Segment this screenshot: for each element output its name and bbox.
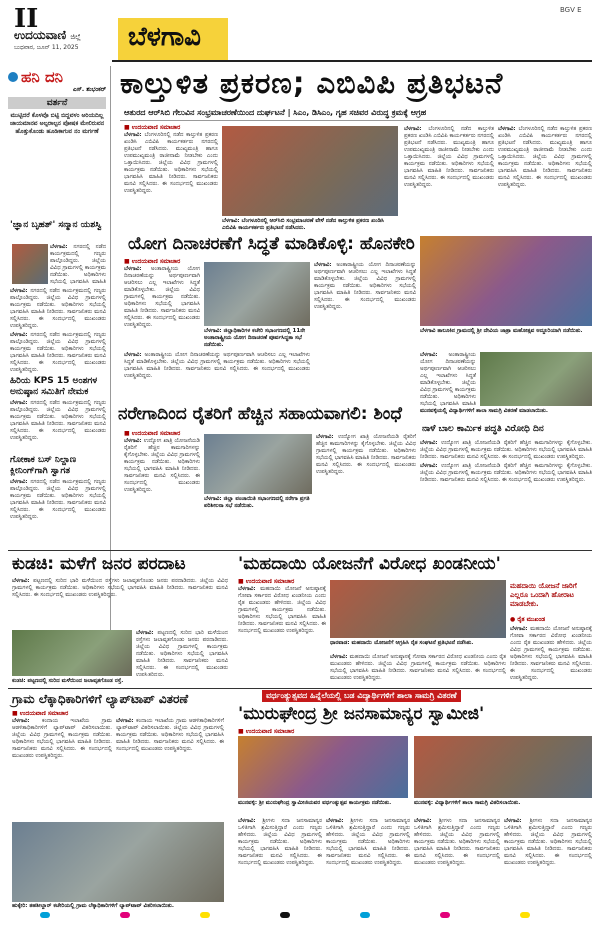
cyan-mark-2 xyxy=(360,912,370,918)
nrega-body-col2: ಬೆಳಗಾವಿ: ಉದ್ಯೋಗ ಖಾತ್ರಿ ಯೋಜನೆಯಡಿ ರೈತರಿಗೆ ಹೆಚ್ಚಿನ ಕಾಮಗಾರಿಗಳನ್ನು ಕೈಗೊಳ್ಳಬೇಕು. ಜಿಲ್ಲೆಯ ವಿವಿಧ ಗ್ರಾಮಗಳಲ್ಲಿ ಕಾರ್ಯಕ್ರಮ ನಡೆಯಿತು. ಅಧಿಕಾರಿಗಳು ಸಭೆಯಲ್ಲಿ ಭಾಗವಹಿಸಿ ಮಾಹಿತಿ ನೀಡಿದರು. ಸಾರ್ವಜನಿಕರು ಮನವಿ ಸಲ್ಲಿಸಿದರು. ಈ ಸಂದರ್ಭದಲ್ಲಿ ಮುಖಂಡರು ಉಪಸ್ಥಿತರಿದ್ದರು. xyxy=(316,434,416,538)
mahadayi-headline: 'ಮಹದಾಯಿ ಯೋಜನೆಗೆ ವಿರೋಧ ಖಂಡನೀಯ' xyxy=(238,554,501,574)
sidebar-headline-1: 'ಜ್ಞಾನ ಬೃಹತ್' ಸನ್ಮಾನ ಯಶಸ್ವಿ xyxy=(10,220,102,230)
issue-date: ಬುಧವಾರ, ಜೂನ್ 11, 2025 xyxy=(14,44,79,51)
section-rule xyxy=(8,550,592,551)
edition-code: BGV E xyxy=(560,6,582,14)
swamiji-photo-1 xyxy=(238,736,408,798)
registration-marks xyxy=(0,912,600,922)
paper-title: ಉದಯವಾಣಿ xyxy=(14,28,67,42)
laptop-body-col1: ಬೆಳಗಾವಿ: ಕಂದಾಯ ಇಲಾಖೆಯ ಗ್ರಾಮ ಆಡಳಿತಾಧಿಕಾರಿಗಳಿಗೆ ಲ್ಯಾಪ್‌ಟಾಪ್ ವಿತರಿಸಲಾಯಿತು. ಜಿಲ್ಲೆಯ ವಿವಿಧ ಗ್ರಾಮಗಳಲ್ಲಿ ಕಾರ್ಯಕ್ರಮ ನಡೆಯಿತು. ಅಧಿಕಾರಿಗಳು ಸಭೆಯಲ್ಲಿ ಭಾಗವಹಿಸಿ ಮಾಹಿತಿ ನೀಡಿದರು. ಸಾರ್ವಜನಿಕರು ಮನವಿ ಸಲ್ಲಿಸಿದರು. ಈ ಸಂದರ್ಭದಲ್ಲಿ ಮುಖಂಡರು ಉಪಸ್ಥಿತರಿದ್ದರು. xyxy=(12,718,112,818)
swamiji-headline: 'ಮುರುಘೇಂದ್ರ ಶ್ರೀ ಜನಸಾಮಾನ್ಯರ ಸ್ವಾಮೀಜಿ' xyxy=(238,704,485,724)
lead-rule xyxy=(120,120,590,121)
mahadayi-quote-author: ● ರೈತ ಮುಖಂಡ xyxy=(510,616,546,623)
column-poem: ಮುಟ್ಟಿದರೆ ಕೊಳವೊ ಬಿಟ್ಟಿ ಬಿದ್ದವಳಂ ಅರಿಯದಿಲ್ಲ ಜಾಯಮಾನವ ಅಲ್ಪರಾಲ್ಪನ ಪೋಷಕ ಮೇಲಿರುವನ ಹೊತ್ತುಕೊಂಡು ಹೂಡಿಕಾಗುವ ನಂ ಮರ್ಗಣೆ xyxy=(9,112,105,135)
mahadayi-body-col1: ಬೆಳಗಾವಿ: ಮಹದಾಯಿ ಯೋಜನೆ ಅನುಷ್ಠಾನಕ್ಕೆ ಗೋವಾ ಸರ್ಕಾರದ ವಿರೋಧ ಖಂಡನೀಯ ಎಂದು ರೈತ ಮುಖಂಡರು ಹೇಳಿದರು. ಜಿಲ್ಲೆಯ ವಿವಿಧ ಗ್ರಾಮಗಳಲ್ಲಿ ಕಾರ್ಯಕ್ರಮ ನಡೆಯಿತು. ಅಧಿಕಾರಿಗಳು ಸಭೆಯಲ್ಲಿ ಭಾಗವಹಿಸಿ ಮಾಹಿತಿ ನೀಡಿದರು. ಸಾರ್ವಜನಿಕರು ಮನವಿ ಸಲ್ಲಿಸಿದರು. ಈ ಸಂದರ್ಭದಲ್ಲಿ ಮುಖಂಡರು ಉಪಸ್ಥಿತರಿದ್ದರು. xyxy=(238,586,326,678)
column-author: ಎಸ್. ಶುಭಂಕರ್ xyxy=(72,86,106,93)
lead-headline: ಕಾಲ್ತುಳಿತ ಪ್ರಕರಣ; ಎಬಿವಿಪಿ ಪ್ರತಿಭಟನೆ xyxy=(120,66,504,100)
column-brand: ಹನಿ ದನಿ xyxy=(21,68,63,86)
lead-caption: ಬೆಳಗಾವಿ: ಬೆಂಗಳೂರಿನಲ್ಲಿ ಆರ್‌ಸಿಬಿ ಸಂಭ್ರಮಾಚರಣೆ ವೇಳೆ ನಡೆದ ಕಾಲ್ತುಳಿತ ಪ್ರಕರಣ ಖಂಡಿಸಿ ಎಬಿವಿಪಿ ಕಾರ್ಯಕರ್ತರು ಪ್ರತಿಭಟನೆ ನಡೆಸಿದರು. xyxy=(222,218,384,231)
magenta-mark-2 xyxy=(440,912,450,918)
laptop-body-col2: ಬೆಳಗಾವಿ: ಕಂದಾಯ ಇಲಾಖೆಯ ಗ್ರಾಮ ಆಡಳಿತಾಧಿಕಾರಿಗಳಿಗೆ ಲ್ಯಾಪ್‌ಟಾಪ್ ವಿತರಿಸಲಾಯಿತು. ಜಿಲ್ಲೆಯ ವಿವಿಧ ಗ್ರಾಮಗಳಲ್ಲಿ ಕಾರ್ಯಕ್ರಮ ನಡೆಯಿತು. ಅಧಿಕಾರಿಗಳು ಸಭೆಯಲ್ಲಿ ಭಾಗವಹಿಸಿ ಮಾಹಿತಿ ನೀಡಿದರು. ಸಾರ್ವಜನಿಕರು ಮನವಿ ಸಲ್ಲಿಸಿದರು. ಈ ಸಂದರ್ಭದಲ್ಲಿ ಮುಖಂಡರು ಉಪಸ್ಥಿತರಿದ್ದರು. xyxy=(116,718,224,818)
mahadayi-body-col3: ಬೆಳಗಾವಿ: ಮಹದಾಯಿ ಯೋಜನೆ ಅನುಷ್ಠಾನಕ್ಕೆ ಗೋವಾ ಸರ್ಕಾರದ ವಿರೋಧ ಖಂಡನೀಯ ಎಂದು ರೈತ ಮುಖಂಡರು ಹೇಳಿದರು. ಜಿಲ್ಲೆಯ ವಿವಿಧ ಗ್ರಾಮಗಳಲ್ಲಿ ಕಾರ್ಯಕ್ರಮ ನಡೆಯಿತು. ಅಧಿಕಾರಿಗಳು ಸಭೆಯಲ್ಲಿ ಭಾಗವಹಿಸಿ ಮಾಹಿತಿ ನೀಡಿದರು. ಸಾರ್ವಜನಿಕರು ಮನವಿ ಸಲ್ಲಿಸಿದರು. ಈ ಸಂದರ್ಭದಲ್ಲಿ ಮುಖಂಡರು ಉಪಸ್ಥಿತರಿದ್ದರು. xyxy=(510,626,592,684)
yoga-caption: ಬೆಳಗಾವಿ: ಜಿಲ್ಲಾಧಿಕಾರಿಗಳ ಕಚೇರಿ ಸಭಾಂಗಣದಲ್ಲಿ 11ನೇ ಅಂತಾರಾಷ್ಟ್ರೀಯ ಯೋಗ ದಿನಾಚರಣೆ ಪೂರ್ವಸಿದ್ಧತಾ ಸಭೆ ನಡೆಯಿತು. xyxy=(204,328,306,348)
mahadayi-body-col2: ಬೆಳಗಾವಿ: ಮಹದಾಯಿ ಯೋಜನೆ ಅನುಷ್ಠಾನಕ್ಕೆ ಗೋವಾ ಸರ್ಕಾರದ ವಿರೋಧ ಖಂಡನೀಯ ಎಂದು ರೈತ ಮುಖಂಡರು ಹೇಳಿದರು. ಜಿಲ್ಲೆಯ ವಿವಿಧ ಗ್ರಾಮಗಳಲ್ಲಿ ಕಾರ್ಯಕ್ರಮ ನಡೆಯಿತು. ಅಧಿಕಾರಿಗಳು ಸಭೆಯಲ್ಲಿ ಭಾಗವಹಿಸಿ ಮಾಹಿತಿ ನೀಡಿದರು. ಸಾರ್ವಜನಿಕರು ಮನವಿ ಸಲ್ಲಿಸಿದರು. ಈ ಸಂದರ್ಭದಲ್ಲಿ ಮುಖಂಡರು ಉಪಸ್ಥಿತರಿದ್ದರು. xyxy=(330,654,506,684)
yoga-headline: ಯೋಗ ದಿನಾಚರಣೆಗೆ ಸಿದ್ಧತೆ ಮಾಡಿಕೊಳ್ಳಿ: ಹೊನಕೇರಿ xyxy=(128,234,415,254)
lead-body-col1: ಬೆಳಗಾವಿ: ಬೆಂಗಳೂರಿನಲ್ಲಿ ನಡೆದ ಕಾಲ್ತುಳಿತ ಪ್ರಕರಣ ಖಂಡಿಸಿ ಎಬಿವಿಪಿ ಕಾರ್ಯಕರ್ತರು ನಗರದಲ್ಲಿ ಪ್ರತಿಭಟನೆ ನಡೆಸಿದರು. ಮುಖ್ಯಮಂತ್ರಿ ಹಾಗೂ ಉಪಮುಖ್ಯಮಂತ್ರಿ ರಾಜೀನಾಮೆ ನೀಡಬೇಕು ಎಂದು ಒತ್ತಾಯಿಸಿದರು. ಜಿಲ್ಲೆಯ ವಿವಿಧ ಗ್ರಾಮಗಳಲ್ಲಿ ಕಾರ್ಯಕ್ರಮ ನಡೆಯಿತು. ಅಧಿಕಾರಿಗಳು ಸಭೆಯಲ್ಲಿ ಭಾಗವಹಿಸಿ ಮಾಹಿತಿ ನೀಡಿದರು. ಸಾರ್ವಜನಿಕರು ಮನವಿ ಸಲ್ಲಿಸಿದರು. ಈ ಸಂದರ್ಭದಲ್ಲಿ ಮುಖಂಡರು ಉಪಸ್ಥಿತರಿದ್ದರು. xyxy=(124,132,218,218)
school-caption: ಮುನವಳ್ಳಿಯಲ್ಲಿ ವಿದ್ಯಾರ್ಥಿಗಳಿಗೆ ಶಾಲಾ ಸಾಮಗ್ರಿ ವಿತರಣೆ ಮಾಡಲಾಯಿತು. xyxy=(420,408,548,414)
nrega-headline: ನರೇಗಾದಿಂದ ರೈತರಿಗೆ ಹೆಚ್ಚಿನ ಸಹಾಯವಾಗಲಿ: ಶಿಂಧೆ xyxy=(118,404,402,424)
yoga-body-col3: ಬೆಳಗಾವಿ: ಅಂತಾರಾಷ್ಟ್ರೀಯ ಯೋಗ ದಿನಾಚರಣೆಯನ್ನು ಅರ್ಥಪೂರ್ಣವಾಗಿ ಆಚರಿಸಲು ಎಲ್ಲ ಇಲಾಖೆಗಳು ಸಿದ್ಧತೆ ಮಾಡಿಕೊಳ್ಳಬೇಕು. ಜಿಲ್ಲೆಯ ವಿವಿಧ ಗ್ರಾಮಗಳಲ್ಲಿ ಕಾರ್ಯಕ್ರಮ ನಡೆಯಿತು. ಅಧಿಕಾರಿಗಳು ಸಭೆಯಲ್ಲಿ ಭಾಗವಹಿಸಿ ಮಾಹಿತಿ ನೀಡಿದರು. ಸಾರ್ವಜನಿಕರು ಮನವಿ ಸಲ್ಲಿಸಿದರು. ಈ ಸಂದರ್ಭದಲ್ಲಿ ಮುಖಂಡರು ಉಪಸ್ಥಿತರಿದ್ದರು. xyxy=(124,352,310,396)
page-number: II xyxy=(14,4,39,34)
mahadayi-quote: ಮಹದಾಯಿ ಯೋಜನೆ ಜಾರಿಗೆ ಎಲ್ಲರೂ ಒಂದಾಗಿ ಹೋರಾಟ ಮಾಡಬೇಕು. xyxy=(510,582,577,608)
mahadayi-photo xyxy=(330,580,506,638)
swamiji-byline: ■ ಉದಯವಾಣಿ ಸಮಾಚಾರ xyxy=(238,728,295,735)
temple-photo xyxy=(420,236,592,326)
column-box xyxy=(8,68,106,216)
yellow-mark xyxy=(200,912,210,918)
nrega-caption: ಬೆಳಗಾವಿ: ಜಿಲ್ಲಾ ಪಂಚಾಯಿತಿ ಸಭಾಂಗಣದಲ್ಲಿ ನರೇಗಾ ಪ್ರಗತಿ ಪರಿಶೀಲನಾ ಸಭೆ ನಡೆಯಿತು. xyxy=(204,496,310,509)
black-mark xyxy=(280,912,290,918)
mahadayi-caption: ಧಾರವಾಡ: ಮಹದಾಯಿ ಯೋಜನೆಗೆ ಆಗ್ರಹಿಸಿ ರೈತ ಸಂಘಟನೆ ಪ್ರತಿಭಟನೆ ನಡೆಸಿತು. xyxy=(330,640,474,646)
sidebar-body-1a: ಬೆಳಗಾವಿ: ನಗರದಲ್ಲಿ ನಡೆದ ಕಾರ್ಯಕ್ರಮದಲ್ಲಿ ಗಣ್ಯರು ಪಾಲ್ಗೊಂಡಿದ್ದರು. ಜಿಲ್ಲೆಯ ವಿವಿಧ ಗ್ರಾಮಗಳಲ್ಲಿ ಕಾರ್ಯಕ್ರಮ ನಡೆಯಿತು. ಅಧಿಕಾರಿಗಳು ಸಭೆಯಲ್ಲಿ ಭಾಗವಹಿಸಿ ಮಾಹಿತಿ ನೀಡಿದರು. ಸಾರ್ವಜನಿಕರು ಮನವಿ ಸಲ್ಲಿಸಿದರು. ಈ ಸಂದರ್ಭದಲ್ಲಿ ಮುಖಂಡರು ಉಪಸ್ಥಿತರಿದ್ದರು. xyxy=(50,244,106,284)
drop-icon xyxy=(8,72,18,82)
swamiji-body-col1: ಬೆಳಗಾವಿ: ಶ್ರೀಗಳು ಸದಾ ಜನಸಾಮಾನ್ಯರ ಒಳಿತಿಗಾಗಿ ಶ್ರಮಿಸುತ್ತಿದ್ದಾರೆ ಎಂದು ಗಣ್ಯರು ಹೇಳಿದರು. ಜಿಲ್ಲೆಯ ವಿವಿಧ ಗ್ರಾಮಗಳಲ್ಲಿ ಕಾರ್ಯಕ್ರಮ ನಡೆಯಿತು. ಅಧಿಕಾರಿಗಳು ಸಭೆಯಲ್ಲಿ ಭಾಗವಹಿಸಿ ಮಾಹಿತಿ ನೀಡಿದರು. ಸಾರ್ವಜನಿಕರು ಮನವಿ ಸಲ್ಲಿಸಿದರು. ಈ ಸಂದರ್ಭದಲ್ಲಿ ಮುಖಂಡರು ಉಪಸ್ಥಿತರಿದ್ದರು. xyxy=(238,818,322,910)
masthead-rule xyxy=(112,60,592,62)
lead-body-col2: ಬೆಳಗಾವಿ: ಬೆಂಗಳೂರಿನಲ್ಲಿ ನಡೆದ ಕಾಲ್ತುಳಿತ ಪ್ರಕರಣ ಖಂಡಿಸಿ ಎಬಿವಿಪಿ ಕಾರ್ಯಕರ್ತರು ನಗರದಲ್ಲಿ ಪ್ರತಿಭಟನೆ ನಡೆಸಿದರು. ಮುಖ್ಯಮಂತ್ರಿ ಹಾಗೂ ಉಪಮುಖ್ಯಮಂತ್ರಿ ರಾಜೀನಾಮೆ ನೀಡಬೇಕು ಎಂದು ಒತ್ತಾಯಿಸಿದರು. ಜಿಲ್ಲೆಯ ವಿವಿಧ ಗ್ರಾಮಗಳಲ್ಲಿ ಕಾರ್ಯಕ್ರಮ ನಡೆಯಿತು. ಅಧಿಕಾರಿಗಳು ಸಭೆಯಲ್ಲಿ ಭಾಗವಹಿಸಿ ಮಾಹಿತಿ ನೀಡಿದರು. ಸಾರ್ವಜನಿಕರು ಮನವಿ ಸಲ್ಲಿಸಿದರು. ಈ ಸಂದರ್ಭದಲ್ಲಿ ಮುಖಂಡರು ಉಪಸ್ಥಿತರಿದ್ದರು. xyxy=(404,126,494,226)
cyan-mark xyxy=(40,912,50,918)
kudachi-headline: ಕುಡಚಿ: ಮಳೆಗೆ ಜನರ ಪರದಾಟ xyxy=(12,554,186,574)
laptop-photo xyxy=(12,822,224,902)
swamiji-banner: ವರ್ಧಂತ್ಯುತ್ಸವದ ಹಿನ್ನೆಲೆಯಲ್ಲಿ ಬಡ ವಿದ್ಯಾರ್ಥಿಗಳಿಗೆ ಶಾಲಾ ಸಾಮಗ್ರಿ ವಿತರಣೆ xyxy=(262,690,461,702)
paper-tag: ಜಿಲ್ಲೆ xyxy=(70,33,81,41)
sidebar-body-2: ಬೆಳಗಾವಿ: ನಗರದಲ್ಲಿ ನಡೆದ ಕಾರ್ಯಕ್ರಮದಲ್ಲಿ ಗಣ್ಯರು ಪಾಲ್ಗೊಂಡಿದ್ದರು. ಜಿಲ್ಲೆಯ ವಿವಿಧ ಗ್ರಾಮಗಳಲ್ಲಿ ಕಾರ್ಯಕ್ರಮ ನಡೆಯಿತು. ಅಧಿಕಾರಿಗಳು ಸಭೆಯಲ್ಲಿ ಭಾಗವಹಿಸಿ ಮಾಹಿತಿ ನೀಡಿದರು. ಸಾರ್ವಜನಿಕರು ಮನವಿ ಸಲ್ಲಿಸಿದರು. ಈ ಸಂದರ್ಭದಲ್ಲಿ ಮುಖಂಡರು ಉಪಸ್ಥಿತರಿದ್ದರು. xyxy=(10,400,106,452)
laptop-headline: ಗ್ರಾಮ ಲೆಕ್ಕಾಧಿಕಾರಿಗಳಿಗೆ ಲ್ಯಾಪ್‌ಟಾಪ್ ವಿತರಣೆ xyxy=(12,692,189,706)
paper-name xyxy=(14,28,81,43)
kudachi-body-2: ಬೆಳಗಾವಿ: ಪಟ್ಟಣದಲ್ಲಿ ಸುರಿದ ಭಾರಿ ಮಳೆಯಿಂದ ರಸ್ತೆಗಳು ಜಲಾವೃತಗೊಂಡು ಜನರು ಪರದಾಡಿದರು. ಜಿಲ್ಲೆಯ ವಿವಿಧ ಗ್ರಾಮಗಳಲ್ಲಿ ಕಾರ್ಯಕ್ರಮ ನಡೆಯಿತು. ಅಧಿಕಾರಿಗಳು ಸಭೆಯಲ್ಲಿ ಭಾಗವಹಿಸಿ ಮಾಹಿತಿ ನೀಡಿದರು. ಸಾರ್ವಜನಿಕರು ಮನವಿ ಸಲ್ಲಿಸಿದರು. ಈ ಸಂದರ್ಭದಲ್ಲಿ ಮುಖಂಡರು ಉಪಸ್ಥಿತರಿದ್ದರು. xyxy=(136,630,228,676)
yoga-body-col2: ಬೆಳಗಾವಿ: ಅಂತಾರಾಷ್ಟ್ರೀಯ ಯೋಗ ದಿನಾಚರಣೆಯನ್ನು ಅರ್ಥಪೂರ್ಣವಾಗಿ ಆಚರಿಸಲು ಎಲ್ಲ ಇಲಾಖೆಗಳು ಸಿದ್ಧತೆ ಮಾಡಿಕೊಳ್ಳಬೇಕು. ಜಿಲ್ಲೆಯ ವಿವಿಧ ಗ್ರಾಮಗಳಲ್ಲಿ ಕಾರ್ಯಕ್ರಮ ನಡೆಯಿತು. ಅಧಿಕಾರಿಗಳು ಸಭೆಯಲ್ಲಿ ಭಾಗವಹಿಸಿ ಮಾಹಿತಿ ನೀಡಿದರು. ಸಾರ್ವಜನಿಕರು ಮನವಿ ಸಲ್ಲಿಸಿದರು. ಈ ಸಂದರ್ಭದಲ್ಲಿ ಮುಖಂಡರು ಉಪಸ್ಥಿತರಿದ್ದರು. xyxy=(314,262,416,396)
city-name: ಬೆಳಗಾವಿ xyxy=(128,22,201,52)
temple-caption: ಬೆಳಗಾವಿ ತಾಲೂಕಿನ ಗ್ರಾಮದಲ್ಲಿ ಶ್ರೀ ದೇವಿಯ ಜಾತ್ರಾ ಮಹೋತ್ಸವ ಅದ್ದೂರಿಯಾಗಿ ನಡೆಯಿತು. xyxy=(420,328,583,334)
swamiji-photo-2 xyxy=(414,736,592,798)
mahadayi-byline: ■ ಉದಯವಾಣಿ ಸಮಾಚಾರ xyxy=(238,578,295,585)
sidebar-body-1b: ಬೆಳಗಾವಿ: ನಗರದಲ್ಲಿ ನಡೆದ ಕಾರ್ಯಕ್ರಮದಲ್ಲಿ ಗಣ್ಯರು ಪಾಲ್ಗೊಂಡಿದ್ದರು. ಜಿಲ್ಲೆಯ ವಿವಿಧ ಗ್ರಾಮಗಳಲ್ಲಿ ಕಾರ್ಯಕ್ರಮ ನಡೆಯಿತು. ಅಧಿಕಾರಿಗಳು ಸಭೆಯಲ್ಲಿ ಭಾಗವಹಿಸಿ ಮಾಹಿತಿ ನೀಡಿದರು. ಸಾರ್ವಜನಿಕರು ಮನವಿ ಸಲ್ಲಿಸಿದರು. ಈ ಸಂದರ್ಭದಲ್ಲಿ ಮುಖಂಡರು ಉಪಸ್ಥಿತರಿದ್ದರು. ಬೆಳಗಾವಿ: ನಗರದಲ್ಲಿ ನಡೆದ ಕಾರ್ಯಕ್ರಮದಲ್ಲಿ ಗಣ್ಯರು ಪಾಲ್ಗೊಂಡಿದ್ದರು. ಜಿಲ್ಲೆಯ ವಿವಿಧ ಗ್ರಾಮಗಳಲ್ಲಿ ಕಾರ್ಯಕ್ರಮ ನಡೆಯಿತು. ಅಧಿಕಾರಿಗಳು ಸಭೆಯಲ್ಲಿ ಭಾಗವಹಿಸಿ ಮಾಹಿತಿ ನೀಡಿದರು. ಸಾರ್ವಜನಿಕರು ಮನವಿ ಸಲ್ಲಿಸಿದರು. ಈ ಸಂದರ್ಭದಲ್ಲಿ ಮುಖಂಡರು ಉಪಸ್ಥಿತರಿದ್ದರು. xyxy=(10,288,106,374)
child-labour-body: ಬೆಳಗಾವಿ: ಉದ್ಯೋಗ ಖಾತ್ರಿ ಯೋಜನೆಯಡಿ ರೈತರಿಗೆ ಹೆಚ್ಚಿನ ಕಾಮಗಾರಿಗಳನ್ನು ಕೈಗೊಳ್ಳಬೇಕು. ಜಿಲ್ಲೆಯ ವಿವಿಧ ಗ್ರಾಮಗಳಲ್ಲಿ ಕಾರ್ಯಕ್ರಮ ನಡೆಯಿತು. ಅಧಿಕಾರಿಗಳು ಸಭೆಯಲ್ಲಿ ಭಾಗವಹಿಸಿ ಮಾಹಿತಿ ನೀಡಿದರು. ಸಾರ್ವಜನಿಕರು ಮನವಿ ಸಲ್ಲಿಸಿದರು. ಈ ಸಂದರ್ಭದಲ್ಲಿ ಮುಖಂಡರು ಉಪಸ್ಥಿತರಿದ್ದರು. ಬೆಳಗಾವಿ: ಉದ್ಯೋಗ ಖಾತ್ರಿ ಯೋಜನೆಯಡಿ ರೈತರಿಗೆ ಹೆಚ್ಚಿನ ಕಾಮಗಾರಿಗಳನ್ನು ಕೈಗೊಳ್ಳಬೇಕು. ಜಿಲ್ಲೆಯ ವಿವಿಧ ಗ್ರಾಮಗಳಲ್ಲಿ ಕಾರ್ಯಕ್ರಮ ನಡೆಯಿತು. ಅಧಿಕಾರಿಗಳು ಸಭೆಯಲ್ಲಿ ಭಾಗವಹಿಸಿ ಮಾಹಿತಿ ನೀಡಿದರು. ಸಾರ್ವಜನಿಕರು ಮನವಿ ಸಲ್ಲಿಸಿದರು. ಈ ಸಂದರ್ಭದಲ್ಲಿ ಮುಖಂಡರು ಉಪಸ್ಥಿತರಿದ್ದರು. xyxy=(420,440,592,540)
yoga-byline: ■ ಉದಯವಾಣಿ ಸಮಾಚಾರ xyxy=(124,258,181,265)
kudachi-photo xyxy=(12,630,132,676)
lead-subhead: ಆತುರದ ಆರ್‌ಸಿಬಿ ಗೆಲುವಿನ ಸಂಭ್ರಮಾಚರಣೆಯಿಂದ ದುರ್ಘಟನೆ | ಸಿಎಂ, ಡಿಸಿಎಂ, ಗೃಹ ಸಚಿವರ ವಿರುದ್ಧ ಕ್ರಮಕ್ಕೆ ಆಗ್ರಹ xyxy=(124,108,427,117)
sidebar-headline-3: ಗೋಕಾಕ ಬಸ್ ನಿಲ್ದಾಣ ಕ್ಲೀನಿಂಗ್‌ಗಾಗಿ ಸ್ವಾಗತ xyxy=(10,455,77,476)
laptop-caption: ಹುಕ್ಕೇರಿ: ತಹಶೀಲ್ದಾರ್ ಕಚೇರಿಯಲ್ಲಿ ಗ್ರಾಮ ಲೆಕ್ಕಾಧಿಕಾರಿಗಳಿಗೆ ಲ್ಯಾಪ್‌ಟಾಪ್ ವಿತರಿಸಲಾಯಿತು. xyxy=(12,903,174,909)
nrega-photo xyxy=(204,434,312,494)
child-labour-headline: ನಾಳೆ ಬಾಲ ಕಾರ್ಮಿಕ ಪದ್ಧತಿ ವಿರೋಧಿ ದಿನ xyxy=(422,424,544,434)
swamiji-caption-2: ಮುನವಳ್ಳಿ: ವಿದ್ಯಾರ್ಥಿಗಳಿಗೆ ಶಾಲಾ ಸಾಮಗ್ರಿ ವಿತರಿಸಲಾಯಿತು. xyxy=(414,800,521,806)
kudachi-caption: ಕುಡಚಿ: ಪಟ್ಟಣದಲ್ಲಿ ಸುರಿದ ಮಳೆಯಿಂದ ಜಲಾವೃತಗೊಂಡ ರಸ್ತೆ. xyxy=(12,678,124,684)
kudachi-body: ಬೆಳಗಾವಿ: ಪಟ್ಟಣದಲ್ಲಿ ಸುರಿದ ಭಾರಿ ಮಳೆಯಿಂದ ರಸ್ತೆಗಳು ಜಲಾವೃತಗೊಂಡು ಜನರು ಪರದಾಡಿದರು. ಜಿಲ್ಲೆಯ ವಿವಿಧ ಗ್ರಾಮಗಳಲ್ಲಿ ಕಾರ್ಯಕ್ರಮ ನಡೆಯಿತು. ಅಧಿಕಾರಿಗಳು ಸಭೆಯಲ್ಲಿ ಭಾಗವಹಿಸಿ ಮಾಹಿತಿ ನೀಡಿದರು. ಸಾರ್ವಜನಿಕರು ಮನವಿ ಸಲ್ಲಿಸಿದರು. ಈ ಸಂದರ್ಭದಲ್ಲಿ ಮುಖಂಡರು ಉಪಸ್ಥಿತರಿದ್ದರು. xyxy=(12,578,228,628)
sidebar-body-3: ಬೆಳಗಾವಿ: ನಗರದಲ್ಲಿ ನಡೆದ ಕಾರ್ಯಕ್ರಮದಲ್ಲಿ ಗಣ್ಯರು ಪಾಲ್ಗೊಂಡಿದ್ದರು. ಜಿಲ್ಲೆಯ ವಿವಿಧ ಗ್ರಾಮಗಳಲ್ಲಿ ಕಾರ್ಯಕ್ರಮ ನಡೆಯಿತು. ಅಧಿಕಾರಿಗಳು ಸಭೆಯಲ್ಲಿ ಭಾಗವಹಿಸಿ ಮಾಹಿತಿ ನೀಡಿದರು. ಸಾರ್ವಜನಿಕರು ಮನವಿ ಸಲ್ಲಿಸಿದರು. ಈ ಸಂದರ್ಭದಲ್ಲಿ ಮುಖಂಡರು ಉಪಸ್ಥಿತರಿದ್ದರು. xyxy=(10,479,106,549)
school-photo xyxy=(480,352,592,406)
sidebar-headline-2: ಹಿರಿಯ KPS 15 ಅಂಶಗಳ ಅನುಷ್ಠಾನ ಸಮಿತಿಗೆ ನೇಮಕ xyxy=(10,376,98,397)
swamiji-body-col4: ಬೆಳಗಾವಿ: ಶ್ರೀಗಳು ಸದಾ ಜನಸಾಮಾನ್ಯರ ಒಳಿತಿಗಾಗಿ ಶ್ರಮಿಸುತ್ತಿದ್ದಾರೆ ಎಂದು ಗಣ್ಯರು ಹೇಳಿದರು. ಜಿಲ್ಲೆಯ ವಿವಿಧ ಗ್ರಾಮಗಳಲ್ಲಿ ಕಾರ್ಯಕ್ರಮ ನಡೆಯಿತು. ಅಧಿಕಾರಿಗಳು ಸಭೆಯಲ್ಲಿ ಭಾಗವಹಿಸಿ ಮಾಹಿತಿ ನೀಡಿದರು. ಸಾರ್ವಜನಿಕರು ಮನವಿ ಸಲ್ಲಿಸಿದರು. ಈ ಸಂದರ್ಭದಲ್ಲಿ ಮುಖಂಡರು ಉಪಸ್ಥಿತರಿದ್ದರು. xyxy=(504,818,592,910)
swamiji-body-col2: ಬೆಳಗಾವಿ: ಶ್ರೀಗಳು ಸದಾ ಜನಸಾಮಾನ್ಯರ ಒಳಿತಿಗಾಗಿ ಶ್ರಮಿಸುತ್ತಿದ್ದಾರೆ ಎಂದು ಗಣ್ಯರು ಹೇಳಿದರು. ಜಿಲ್ಲೆಯ ವಿವಿಧ ಗ್ರಾಮಗಳಲ್ಲಿ ಕಾರ್ಯಕ್ರಮ ನಡೆಯಿತು. ಅಧಿಕಾರಿಗಳು ಸಭೆಯಲ್ಲಿ ಭಾಗವಹಿಸಿ ಮಾಹಿತಿ ನೀಡಿದರು. ಸಾರ್ವಜನಿಕರು ಮನವಿ ಸಲ್ಲಿಸಿದರು. ಈ ಸಂದರ್ಭದಲ್ಲಿ ಮುಖಂಡರು ಉಪಸ್ಥಿತರಿದ್ದರು. xyxy=(326,818,410,910)
swamiji-caption-1: ಮುನವಳ್ಳಿ: ಶ್ರೀ ಮುರುಘೇಂದ್ರ ಸ್ವಾಮೀಜಿಯವರ ವರ್ಧಂತ್ಯುತ್ಸವ ಕಾರ್ಯಕ್ರಮ ನಡೆಯಿತು. xyxy=(238,800,392,806)
laptop-byline: ■ ಉದಯವಾಣಿ ಸಮಾಚಾರ xyxy=(12,710,69,717)
yoga-photo xyxy=(204,262,310,326)
lead-photo xyxy=(222,126,398,216)
yellow-mark-2 xyxy=(520,912,530,918)
yoga-body-col1: ಬೆಳಗಾವಿ: ಅಂತಾರಾಷ್ಟ್ರೀಯ ಯೋಗ ದಿನಾಚರಣೆಯನ್ನು ಅರ್ಥಪೂರ್ಣವಾಗಿ ಆಚರಿಸಲು ಎಲ್ಲ ಇಲಾಖೆಗಳು ಸಿದ್ಧತೆ ಮಾಡಿಕೊಳ್ಳಬೇಕು. ಜಿಲ್ಲೆಯ ವಿವಿಧ ಗ್ರಾಮಗಳಲ್ಲಿ ಕಾರ್ಯಕ್ರಮ ನಡೆಯಿತು. ಅಧಿಕಾರಿಗಳು ಸಭೆಯಲ್ಲಿ ಭಾಗವಹಿಸಿ ಮಾಹಿತಿ ನೀಡಿದರು. ಸಾರ್ವಜನಿಕರು ಮನವಿ ಸಲ್ಲಿಸಿದರು. ಈ ಸಂದರ್ಭದಲ್ಲಿ ಮುಖಂಡರು ಉಪಸ್ಥಿತರಿದ್ದರು. xyxy=(124,266,200,350)
swamiji-body-col3: ಬೆಳಗಾವಿ: ಶ್ರೀಗಳು ಸದಾ ಜನಸಾಮಾನ್ಯರ ಒಳಿತಿಗಾಗಿ ಶ್ರಮಿಸುತ್ತಿದ್ದಾರೆ ಎಂದು ಗಣ್ಯರು ಹೇಳಿದರು. ಜಿಲ್ಲೆಯ ವಿವಿಧ ಗ್ರಾಮಗಳಲ್ಲಿ ಕಾರ್ಯಕ್ರಮ ನಡೆಯಿತು. ಅಧಿಕಾರಿಗಳು ಸಭೆಯಲ್ಲಿ ಭಾಗವಹಿಸಿ ಮಾಹಿತಿ ನೀಡಿದರು. ಸಾರ್ವಜನಿಕರು ಮನವಿ ಸಲ್ಲಿಸಿದರು. ಈ ಸಂದರ್ಭದಲ್ಲಿ ಮುಖಂಡರು ಉಪಸ್ಥಿತರಿದ್ದರು. xyxy=(414,818,500,910)
nrega-body-col1: ಬೆಳಗಾವಿ: ಉದ್ಯೋಗ ಖಾತ್ರಿ ಯೋಜನೆಯಡಿ ರೈತರಿಗೆ ಹೆಚ್ಚಿನ ಕಾಮಗಾರಿಗಳನ್ನು ಕೈಗೊಳ್ಳಬೇಕು. ಜಿಲ್ಲೆಯ ವಿವಿಧ ಗ್ರಾಮಗಳಲ್ಲಿ ಕಾರ್ಯಕ್ರಮ ನಡೆಯಿತು. ಅಧಿಕಾರಿಗಳು ಸಭೆಯಲ್ಲಿ ಭಾಗವಹಿಸಿ ಮಾಹಿತಿ ನೀಡಿದರು. ಸಾರ್ವಜನಿಕರು ಮನವಿ ಸಲ್ಲಿಸಿದರು. ಈ ಸಂದರ್ಭದಲ್ಲಿ ಮುಖಂಡರು ಉಪಸ್ಥಿತರಿದ್ದರು. xyxy=(124,438,200,538)
section-rule-2 xyxy=(8,688,592,689)
column-title: ವರ್ತನೆ xyxy=(8,97,106,109)
sidebar-photo xyxy=(12,244,48,284)
magenta-mark xyxy=(120,912,130,918)
lead-body-col3: ಬೆಳಗಾವಿ: ಬೆಂಗಳೂರಿನಲ್ಲಿ ನಡೆದ ಕಾಲ್ತುಳಿತ ಪ್ರಕರಣ ಖಂಡಿಸಿ ಎಬಿವಿಪಿ ಕಾರ್ಯಕರ್ತರು ನಗರದಲ್ಲಿ ಪ್ರತಿಭಟನೆ ನಡೆಸಿದರು. ಮುಖ್ಯಮಂತ್ರಿ ಹಾಗೂ ಉಪಮುಖ್ಯಮಂತ್ರಿ ರಾಜೀನಾಮೆ ನೀಡಬೇಕು ಎಂದು ಒತ್ತಾಯಿಸಿದರು. ಜಿಲ್ಲೆಯ ವಿವಿಧ ಗ್ರಾಮಗಳಲ್ಲಿ ಕಾರ್ಯಕ್ರಮ ನಡೆಯಿತು. ಅಧಿಕಾರಿಗಳು ಸಭೆಯಲ್ಲಿ ಭಾಗವಹಿಸಿ ಮಾಹಿತಿ ನೀಡಿದರು. ಸಾರ್ವಜನಿಕರು ಮನವಿ ಸಲ್ಲಿಸಿದರು. ಈ ಸಂದರ್ಭದಲ್ಲಿ ಮುಖಂಡರು ಉಪಸ್ಥಿತರಿದ್ದರು. xyxy=(498,126,592,226)
nrega-byline: ■ ಉದಯವಾಣಿ ಸಮಾಚಾರ xyxy=(124,430,181,437)
lead-byline: ■ ಉದಯವಾಣಿ ಸಮಾಚಾರ xyxy=(124,124,181,131)
school-body: ಬೆಳಗಾವಿ: ಅಂತಾರಾಷ್ಟ್ರೀಯ ಯೋಗ ದಿನಾಚರಣೆಯನ್ನು ಅರ್ಥಪೂರ್ಣವಾಗಿ ಆಚರಿಸಲು ಎಲ್ಲ ಇಲಾಖೆಗಳು ಸಿದ್ಧತೆ ಮಾಡಿಕೊಳ್ಳಬೇಕು. ಜಿಲ್ಲೆಯ ವಿವಿಧ ಗ್ರಾಮಗಳಲ್ಲಿ ಕಾರ್ಯಕ್ರಮ ನಡೆಯಿತು. ಅಧಿಕಾರಿಗಳು ಸಭೆಯಲ್ಲಿ ಭಾಗವಹಿಸಿ ಮಾಹಿತಿ ನೀಡಿದರು. ಸಾರ್ವಜನಿಕರು ಮನವಿ ಸಲ್ಲಿಸಿದರು. ಈ ಸಂದರ್ಭದಲ್ಲಿ ಮುಖಂಡರು ಉಪಸ್ಥಿತರಿದ್ದರು. xyxy=(420,352,476,406)
